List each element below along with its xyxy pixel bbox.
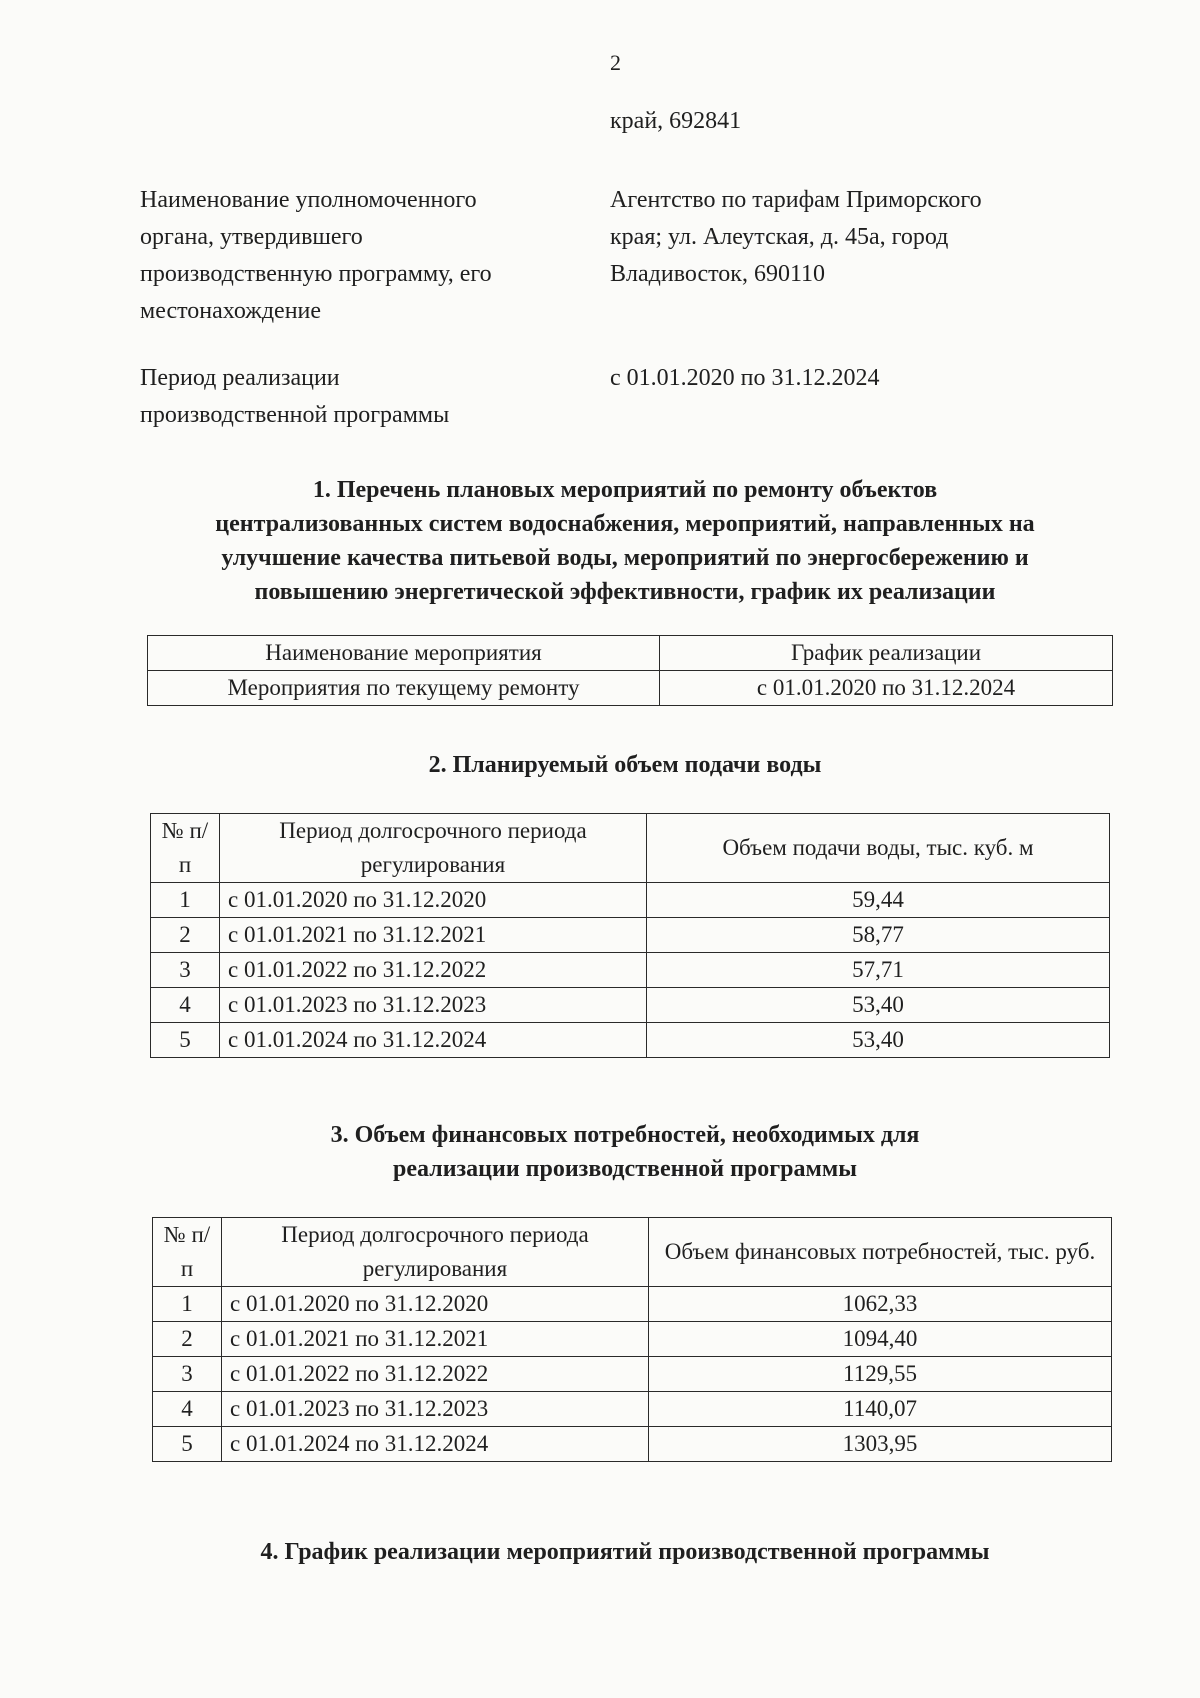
table-cell: 2 — [151, 918, 220, 953]
table-cell: с 01.01.2020 по 31.12.2020 — [220, 883, 647, 918]
table-row — [153, 1322, 1112, 1357]
section1-title: 1. Перечень плановых мероприятий по ремонту объектов централизованных систем водоснабжения, мероприятий, направленных на улучшение качества питьевой воды, мероприятий по энергосбережению и повышению энергетической эффективности, график их реализации — [215, 477, 1035, 605]
table-cell: 5 — [153, 1427, 222, 1462]
table-cell: 1303,95 — [649, 1427, 1112, 1462]
table-cell: 4 — [153, 1392, 222, 1427]
authority-label: Наименование уполномоченного органа, утвердившего производственную программу, его местонахождение — [140, 187, 492, 324]
table-body — [153, 1287, 1112, 1462]
table-row — [153, 1427, 1112, 1462]
authority-row — [140, 182, 1140, 330]
table-row — [153, 1392, 1112, 1427]
table-row — [151, 988, 1110, 1023]
table-cell: 58,77 — [647, 918, 1110, 953]
table-cell: 4 — [151, 988, 220, 1023]
table-header: График реализации — [660, 636, 1113, 671]
table-cell: 1 — [153, 1287, 222, 1322]
financial-needs-table — [152, 1217, 1112, 1462]
table-cell: 1129,55 — [649, 1357, 1112, 1392]
table-cell: 1 — [151, 883, 220, 918]
table-row — [151, 918, 1110, 953]
table-header: № п/п — [151, 814, 220, 883]
table-header-row — [151, 814, 1110, 883]
table-row — [148, 671, 1113, 706]
table-header: № п/п — [153, 1218, 222, 1287]
table-row — [153, 1357, 1112, 1392]
table-cell: 57,71 — [647, 953, 1110, 988]
table-cell: с 01.01.2022 по 31.12.2022 — [222, 1357, 649, 1392]
table-row — [151, 883, 1110, 918]
table-cell: 1094,40 — [649, 1322, 1112, 1357]
table-header: Период долгосрочного периода регулирования — [220, 814, 647, 883]
table-header: Наименование мероприятия — [148, 636, 660, 671]
table-row — [151, 953, 1110, 988]
section2-title: 2. Планируемый объем подачи воды — [428, 752, 822, 778]
table-header-row — [153, 1218, 1112, 1287]
table-cell: с 01.01.2020 по 31.12.2020 — [222, 1287, 649, 1322]
table-cell: с 01.01.2024 по 31.12.2024 — [222, 1427, 649, 1462]
table-cell: 3 — [151, 953, 220, 988]
measures-table — [147, 635, 1113, 706]
section3-title: 3. Объем финансовых потребностей, необходимых для реализации производственной программы — [330, 1122, 920, 1182]
table-cell: с 01.01.2023 по 31.12.2023 — [222, 1392, 649, 1427]
table-cell: с 01.01.2024 по 31.12.2024 — [220, 1023, 647, 1058]
table-cell: с 01.01.2021 по 31.12.2021 — [222, 1322, 649, 1357]
table-header: Объем подачи воды, тыс. куб. м — [647, 814, 1110, 883]
page-number: 2 — [610, 50, 621, 75]
address-tail: край, 692841 — [610, 108, 742, 134]
table-cell: 3 — [153, 1357, 222, 1392]
table-cell: с 01.01.2022 по 31.12.2022 — [220, 953, 647, 988]
table-header: Объем финансовых потребностей, тыс. руб. — [649, 1218, 1112, 1287]
period-label: Период реализации производственной программы — [140, 365, 450, 428]
table-cell: 53,40 — [647, 988, 1110, 1023]
table-cell: с 01.01.2021 по 31.12.2021 — [220, 918, 647, 953]
period-row — [140, 360, 1140, 434]
period-value: с 01.01.2020 по 31.12.2024 — [610, 365, 880, 391]
table-row — [151, 1023, 1110, 1058]
table-cell: 5 — [151, 1023, 220, 1058]
table-cell: 1140,07 — [649, 1392, 1112, 1427]
section4-title: 4. График реализации мероприятий производственной программы — [260, 1539, 990, 1565]
table-cell: Мероприятия по текущему ремонту — [148, 671, 660, 706]
table-body — [151, 883, 1110, 1058]
table-cell: с 01.01.2023 по 31.12.2023 — [220, 988, 647, 1023]
authority-value: Агентство по тарифам Приморского края; ул. Алеутская, д. 45а, город Владивосток, 690110 — [610, 187, 982, 287]
table-header-row — [148, 636, 1113, 671]
table-cell: 59,44 — [647, 883, 1110, 918]
table-cell: 53,40 — [647, 1023, 1110, 1058]
table-header: Период долгосрочного периода регулирования — [222, 1218, 649, 1287]
table-cell: 1062,33 — [649, 1287, 1112, 1322]
table-cell: 2 — [153, 1322, 222, 1357]
table-row — [153, 1287, 1112, 1322]
water-volume-table — [150, 813, 1110, 1058]
table-cell: с 01.01.2020 по 31.12.2024 — [660, 671, 1113, 706]
